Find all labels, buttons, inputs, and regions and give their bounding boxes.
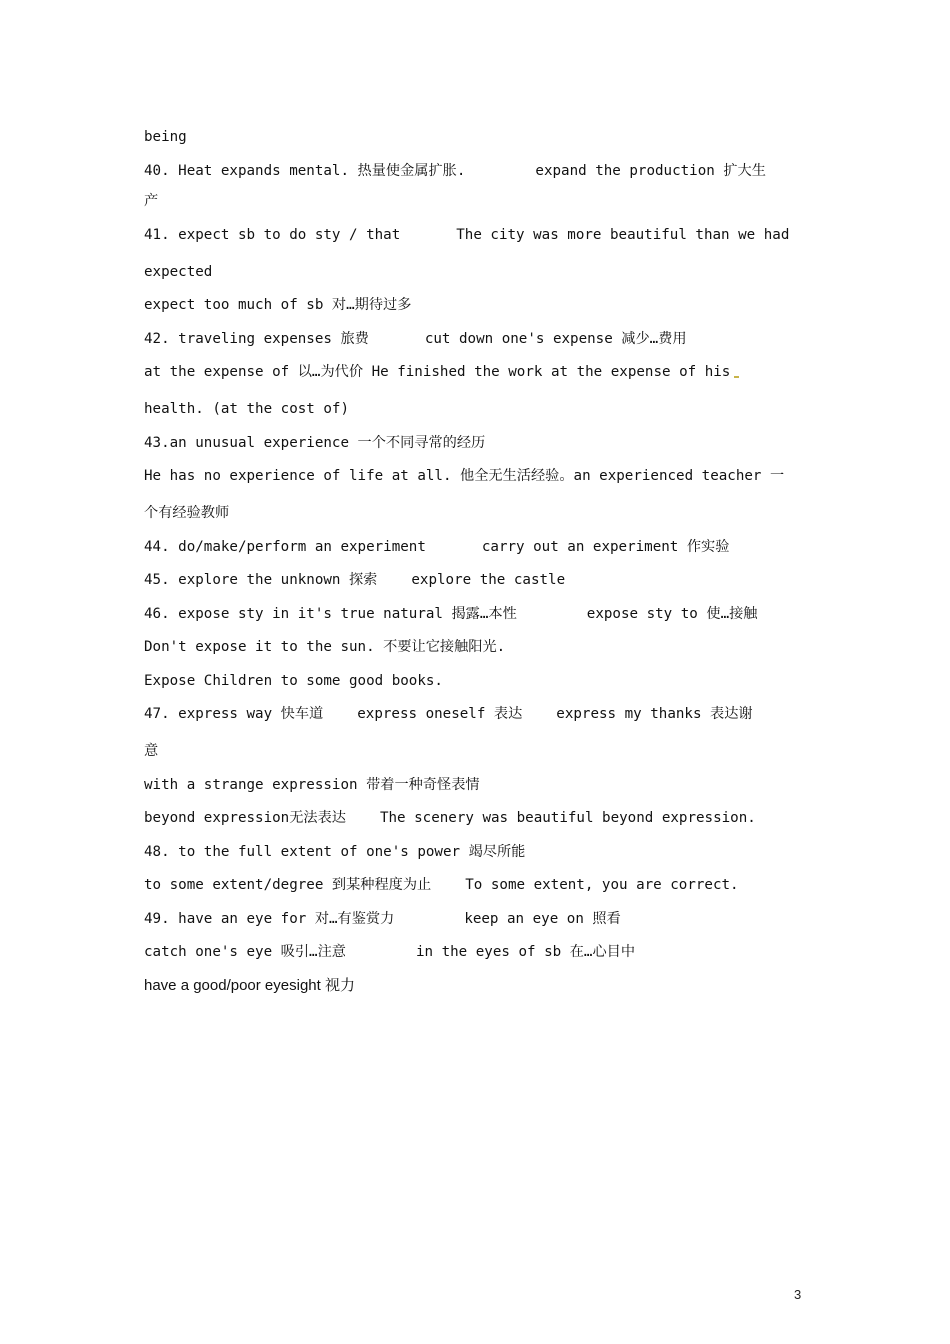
text-line: 49. have an eye for 对…有鉴赏力 keep an eye on 照看 bbox=[144, 910, 621, 927]
text-line: to some extent/degree 到某种程度为止 To some extent, you are correct. bbox=[144, 877, 739, 893]
text-line: 个有经验教师 bbox=[144, 505, 230, 521]
text-line: 42. traveling expenses 旅费 cut down one's expense 减少…费用 bbox=[144, 330, 687, 347]
text-line: He has no experience of life at all. 他全无生活经验。an experienced teacher 一 bbox=[144, 468, 785, 484]
text-line: 40. Heat expands mental. 热量使金属扩胀. expand the production 扩大生 bbox=[144, 162, 766, 179]
text-line: expected bbox=[144, 263, 213, 280]
text-line: Expose Children to some good books. bbox=[144, 672, 443, 689]
text-line: 46. expose sty in it's true natural 揭露…本性 expose sty to 使…接触 bbox=[144, 605, 758, 622]
page-number: 3 bbox=[794, 1287, 802, 1302]
text-line: being bbox=[144, 129, 187, 145]
highlight-mark bbox=[734, 376, 739, 378]
text-line: catch one's eye 吸引…注意 in the eyes of sb 在…心目中 bbox=[144, 944, 636, 960]
text-line: 43.an unusual experience 一个不同寻常的经历 bbox=[144, 434, 486, 451]
text-line: 45. explore the unknown 探索 explore the castle bbox=[144, 572, 566, 588]
text-line: at the expense of 以…为代价 He finished the work at the expense of his bbox=[144, 361, 808, 383]
text-line: have a good/poor eyesight 视力 bbox=[144, 976, 355, 994]
text-line: 47. express way 快车道 express oneself 表达 express my thanks 表达谢 bbox=[144, 706, 753, 722]
text-line: expect too much of sb 对…期待过多 bbox=[144, 297, 412, 313]
text-line: 产 bbox=[144, 193, 159, 209]
text-line: 44. do/make/perform an experiment carry out an experiment 作实验 bbox=[144, 538, 730, 555]
document-body bbox=[144, 126, 808, 1008]
text-line: beyond expression无法表达 The scenery was beautiful beyond expression. bbox=[144, 810, 756, 826]
text-line: with a strange expression 带着一种奇怪表情 bbox=[144, 776, 480, 793]
text-line: 41. expect sb to do sty / that The city was more beautiful than we had bbox=[144, 226, 790, 243]
text-line: 48. to the full extent of one's power 竭尽所能 bbox=[144, 843, 526, 860]
text-line: health. (at the cost of) bbox=[144, 401, 349, 417]
text-line: Don't expose it to the sun. 不要让它接触阳光. bbox=[144, 639, 506, 655]
text-line: 意 bbox=[144, 743, 159, 759]
